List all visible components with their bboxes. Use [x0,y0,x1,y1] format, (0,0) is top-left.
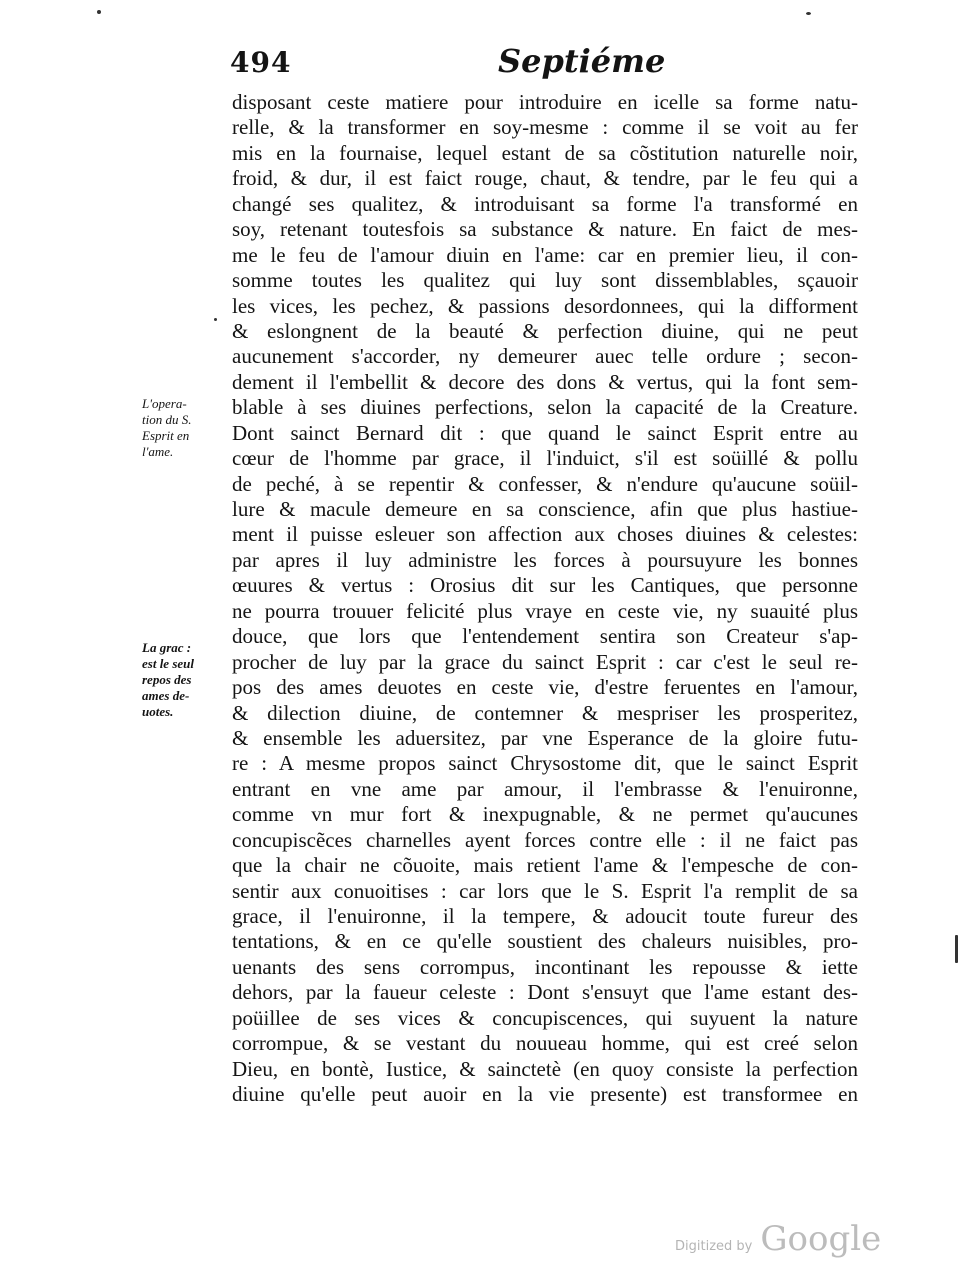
margin-note-line: repos des [142,672,192,687]
scan-speck [97,10,101,14]
body-text-line: disposant ceste matiere pour introduire en icelle sa forme natu- [232,90,858,114]
body-text-line: concupiscẽces charnelles ayent forces contre elle : il ne faict pas [232,827,858,852]
page-number: 494 [230,46,292,79]
body-text-line: & dilection diuine, de contemner & mespriser les prosperitez, [232,700,858,725]
body-text-line: mis en la fournaise, lequel estant de sa cõstitution naturelle noir, [232,140,858,165]
body-text-line: que la chair ne cõuoite, mais retient l'ame & l'empesche de con- [232,853,858,878]
body-text-line: uenants des sens corrompus, incontinant les repousse & iette [232,954,858,979]
margin-note-line: ames de- [142,688,190,703]
body-text-line: aucunement s'accorder, ny demeurer auec telle ordure ; secon- [232,344,858,369]
body-text-line: de peché, à se repentir & confesser, & n'endure qu'aucune soüil- [232,471,858,496]
margin-note-line: Esprit en [142,428,190,443]
body-text-line: & ensemble les aduersitez, par vne Esperance de la gloire futu- [232,725,858,750]
body-text-line: somme toutes les qualitez qui luy sont dissemblables, sçauoir [232,268,858,293]
scan-speck [806,12,811,15]
body-text-line: dement il l'embellit & decore des dons & vertus, qui la font sem- [232,369,858,394]
margin-note-line: tion du S. [142,412,192,427]
body-text-line: grace, il l'enuironne, il la tempere, & adoucit toute fureur des [232,904,858,928]
body-text-line: procher de luy par la grace du sainct Esprit : car c'est le seul re- [232,649,858,674]
body-text-line: blable à ses diuines perfections, selon la capacité de la Creature. [232,395,858,420]
body-text-line: soy, retenant toutesfois sa substance & nature. En faict de mes- [232,217,858,242]
body-text-line: œuures & vertus : Orosius dit sur les Cantiques, que personne [232,573,858,598]
body-text-line: dehors, par la faueur celeste : Dont s'ensuyt que l'ame estant des- [232,980,858,1005]
margin-note-line: l'ame. [142,444,174,459]
margin-note-line: La grac : [142,640,192,655]
body-text-line: ment il puisse esleuer son affection aux choses diuines & celestes: [232,522,858,547]
body-text-line: douce, que lors que l'entendement sentira son Createur s'ap- [232,624,858,649]
body-text-line: relle, & la transformer en soy-mesme : comme il se voit au fer [232,115,858,140]
body-text-line: changé ses qualitez, & introduisant sa forme l'a transformé en [232,191,858,216]
google-logo: Google [760,1219,882,1259]
margin-note-grace-rest [142,640,226,720]
body-text-line: Dieu, en bontè, Iustice, & sainctetè (en quoy consiste la perfection [232,1056,858,1081]
body-text-line: Dont sainct Bernard dit : que quand le sainct Esprit entre au [232,420,858,445]
body-text-line: lure & macule demeure en sa conscience, afin que plus hastiue- [232,497,858,521]
body-text-line: pos des ames deuotes en ceste vie, d'estre feruentes en l'amour, [232,675,858,700]
body-text-line: tentations, & en ce qu'elle soustient des chaleurs nuisibles, pro- [232,929,858,954]
body-text-line: poüillee de ses vices & concupiscences, qui suyuent la nature [232,1005,858,1030]
body-text-line: me le feu de l'amour diuin en l'ame: car en premier lieu, il con- [232,242,858,267]
margin-note-operation-holy-spirit [142,396,226,460]
body-text-line: ne pourra trouuer felicité plus vraye en ceste vie, ny suauité plus [232,598,858,623]
body-text-line: diuine qu'elle peut auoir en la vie presente) est transformee en [232,1082,858,1107]
body-text-line: & eslongnent de la beauté & perfection diuine, qui ne peut [232,318,858,343]
scan-speck [214,318,217,321]
body-text-line: re : A mesme propos sainct Chrysostome dit, que le sainct Esprit [232,751,858,776]
body-text-line: par apres il luy administre les forces à poursuyure les bonnes [232,547,858,572]
body-text-line: sentir aux conuoitises : car lors que le S. Esprit l'a remplit de sa [232,878,858,903]
margin-note-line: est le seul [142,656,194,671]
margin-note-line: uotes. [142,704,174,719]
running-head: Septiéme [498,42,666,80]
body-text-line: froid, & dur, il est faict rouge, chaut, & tendre, par le feu qui a [232,166,858,191]
body-text-line: comme vn mur fort & inexpugnable, & ne permet qu'aucunes [232,802,858,827]
digitized-by-watermark [675,1219,881,1259]
body-text-block [232,90,858,1108]
margin-note-line: L'opera- [142,396,187,411]
body-text-line: cœur de l'homme par grace, il l'induict, s'il est soüillé & pollu [232,446,858,471]
digitized-by-label: Digitized by [675,1239,753,1254]
body-text-line: corrompue, & se vestant du nouueau homme, qui est creé selon [232,1031,858,1056]
body-text-line: entrant en vne ame par amour, il l'embrasse & l'enuironne, [232,776,858,801]
scan-speck [955,935,958,963]
body-text-line: les vices, les pechez, & passions desordonnees, qui la difforment [232,293,858,318]
